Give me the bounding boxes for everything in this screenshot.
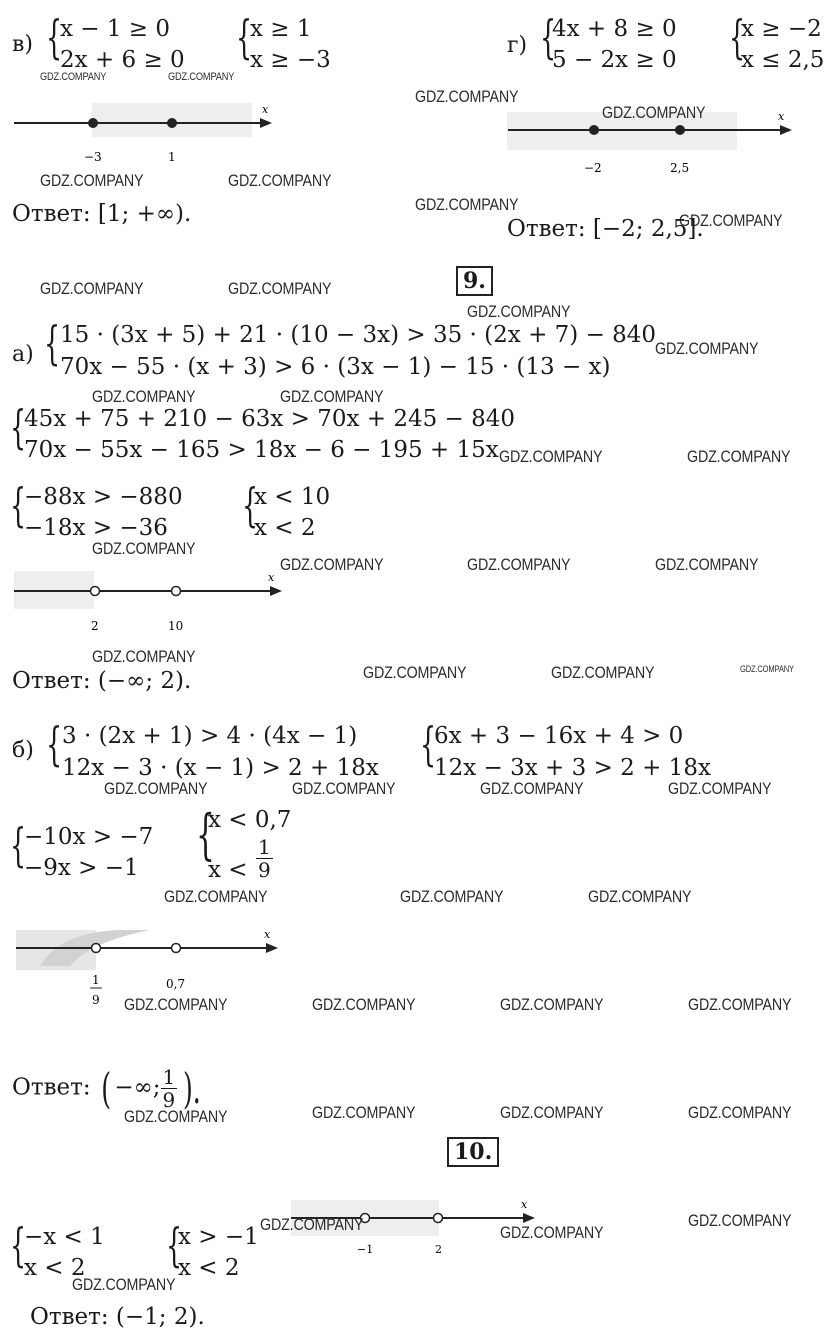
solved-9b-line2: x <	[208, 857, 248, 883]
number-line-8v	[0, 95, 290, 170]
watermark: GDZ.COMPANY	[602, 103, 706, 122]
answer-8v: Ответ: [1; +∞).	[12, 201, 192, 227]
fraction-denominator: 9	[258, 858, 271, 882]
answer-9b-open-paren: (	[101, 1063, 112, 1113]
watermark: GDZ.COMPANY	[500, 995, 604, 1014]
watermark: GDZ.COMPANY	[588, 887, 692, 906]
system-8g-line1: 4x + 8 ≥ 0	[552, 16, 677, 42]
watermark: GDZ.COMPANY	[92, 539, 196, 558]
watermark: GDZ.COMPANY	[688, 995, 792, 1014]
watermark: GDZ.COMPANY	[688, 1103, 792, 1122]
solved-9a-line1: x < 10	[254, 484, 331, 510]
watermark: GDZ.COMPANY	[40, 71, 107, 83]
watermark: GDZ.COMPANY	[655, 555, 759, 574]
axis-var-8g: x	[778, 110, 785, 123]
step1-9b-line1: 6x + 3 − 16x + 4 > 0	[434, 723, 684, 749]
tick-label-9b-den: 9	[92, 993, 100, 1007]
watermark: GDZ.COMPANY	[400, 887, 504, 906]
step1-9a-line1: 45x + 75 + 210 − 63x > 70x + 245 − 840	[24, 406, 516, 432]
system-9b-line1: 3 · (2x + 1) > 4 · (4x − 1)	[62, 723, 358, 749]
tick-label-9b-num: 1	[92, 973, 100, 987]
watermark: GDZ.COMPANY	[104, 779, 208, 798]
solved-10-line1: x > −1	[178, 1224, 259, 1250]
watermark: GDZ.COMPANY	[668, 779, 772, 798]
axis-var-9a: x	[268, 571, 275, 584]
tick-label-9b-b: 0,7	[166, 977, 186, 991]
watermark: GDZ.COMPANY	[500, 1103, 604, 1122]
watermark: GDZ.COMPANY	[312, 995, 416, 1014]
watermark: GDZ.COMPANY	[687, 447, 791, 466]
tick-label-8g-b: 2,5	[670, 161, 690, 175]
answer-9b-close-paren: ).	[183, 1063, 202, 1113]
watermark: GDZ.COMPANY	[679, 211, 783, 230]
answer-9b	[12, 1063, 207, 1113]
watermark: GDZ.COMPANY	[40, 279, 144, 298]
point-open-9a-b	[172, 587, 181, 596]
tick-label-8v-b: 1	[168, 150, 176, 164]
watermark: GDZ.COMPANY	[500, 1223, 604, 1242]
point-open-10-b	[434, 1214, 443, 1223]
watermark: GDZ.COMPANY	[168, 71, 235, 83]
label-9a: а)	[12, 342, 34, 367]
axis-var-8v: x	[262, 103, 269, 116]
watermark: GDZ.COMPANY	[688, 1211, 792, 1230]
brace: {	[46, 717, 63, 771]
tick-label-8v-a: −3	[84, 150, 102, 164]
brace: {	[10, 818, 27, 872]
answer-9b-denominator: 9	[162, 1088, 176, 1112]
solved-8v-line2: x ≥ −3	[250, 47, 331, 73]
solved-9b-fraction	[256, 836, 273, 881]
label-9b: б)	[12, 738, 34, 763]
watermark: GDZ.COMPANY	[280, 555, 384, 574]
watermark: GDZ.COMPANY	[228, 279, 332, 298]
system-9a-line1: 15 · (3x + 5) + 21 · (10 − 3x) > 35 · (2x + 7) − 840	[60, 322, 657, 348]
point-filled-8v-a	[88, 118, 98, 128]
watermark: GDZ.COMPANY	[124, 1107, 228, 1126]
brace: {	[10, 1218, 27, 1272]
watermark: GDZ.COMPANY	[467, 555, 571, 574]
answer-9b-prefix: Ответ:	[12, 1074, 91, 1101]
watermark: GDZ.COMPANY	[312, 1103, 416, 1122]
watermark: GDZ.COMPANY	[415, 87, 519, 106]
brace: {	[10, 400, 27, 454]
watermark: GDZ.COMPANY	[260, 1215, 364, 1234]
brace: {	[236, 10, 253, 64]
brace: {	[44, 316, 61, 370]
brace: {	[540, 10, 557, 64]
fraction-numerator: 1	[258, 835, 271, 859]
answer-9b-inf: −∞;	[114, 1074, 161, 1101]
step2-9a-line2: −18x > −36	[24, 515, 168, 541]
watermark: GDZ.COMPANY	[480, 779, 584, 798]
step1-9b-line2: 12x − 3x + 3 > 2 + 18x	[434, 755, 711, 781]
tick-label-8g-a: −2	[584, 161, 602, 175]
brace: {	[166, 1218, 183, 1272]
watermark: GDZ.COMPANY	[92, 647, 196, 666]
solved-9a-line2: x < 2	[254, 515, 316, 541]
system-8v-line1: x − 1 ≥ 0	[60, 16, 171, 42]
watermark: GDZ.COMPANY	[228, 171, 332, 190]
system-8g-line2: 5 − 2x ≥ 0	[552, 47, 677, 73]
axis-var-10: x	[521, 1198, 528, 1211]
step2-9b-line1: −10x > −7	[24, 824, 154, 850]
step2-9b-line2: −9x > −1	[24, 855, 139, 881]
answer-9b-numerator: 1	[162, 1065, 176, 1089]
number-line-9a	[0, 565, 300, 640]
step-10-line1: −x < 1	[24, 1224, 105, 1250]
point-open-9a-a	[91, 587, 100, 596]
point-filled-8g-a	[589, 125, 599, 135]
solved-9b-line1: x < 0,7	[208, 807, 292, 833]
watermark: GDZ.COMPANY	[92, 387, 196, 406]
system-9a-line2: 70x − 55 · (x + 3) > 6 · (3x − 1) − 15 · (13 − x)	[60, 354, 611, 380]
answer-9a: Ответ: (−∞; 2).	[12, 668, 192, 694]
watermark: GDZ.COMPANY	[467, 302, 571, 321]
point-open-9b-b	[172, 944, 181, 953]
axis-var-9b: x	[264, 928, 271, 941]
solved-8g-line1: x ≥ −2	[741, 16, 822, 42]
watermark: GDZ.COMPANY	[72, 1275, 176, 1294]
tick-label-10-a: −1	[357, 1243, 374, 1256]
point-filled-8g-b	[675, 125, 685, 135]
brace: {	[420, 717, 437, 771]
system-8v-line2: 2x + 6 ≥ 0	[60, 47, 185, 73]
brace: {	[729, 10, 746, 64]
problem-number-9: 9.	[456, 266, 493, 296]
watermark: GDZ.COMPANY	[499, 447, 603, 466]
watermark: GDZ.COMPANY	[292, 779, 396, 798]
problem-number-10: 10.	[447, 1137, 499, 1167]
brace: {	[46, 10, 63, 64]
solved-8g-line2: x ≤ 2,5	[741, 47, 825, 73]
brace: {	[196, 803, 215, 866]
brace: {	[10, 478, 27, 532]
watermark: GDZ.COMPANY	[124, 995, 228, 1014]
answer-8g: Ответ: [−2; 2,5].	[507, 216, 704, 242]
watermark: GDZ.COMPANY	[740, 664, 794, 674]
watermark: GDZ.COMPANY	[415, 195, 519, 214]
tick-label-9a-a: 2	[91, 619, 99, 633]
watermark: GDZ.COMPANY	[280, 387, 384, 406]
answer-10: Ответ: (−1; 2).	[30, 1304, 205, 1330]
step1-9a-line2: 70x − 55x − 165 > 18x − 6 − 195 + 15x	[24, 437, 499, 463]
watermark: GDZ.COMPANY	[40, 171, 144, 190]
label-8g: г)	[507, 33, 528, 58]
label-8v: в)	[12, 32, 33, 57]
step2-9a-line1: −88x > −880	[24, 484, 183, 510]
step-10-line2: x < 2	[24, 1255, 86, 1281]
solved-8v-line1: x ≥ 1	[250, 16, 312, 42]
point-open-9b-a	[92, 944, 101, 953]
watermark: GDZ.COMPANY	[551, 663, 655, 682]
tick-label-9a-b: 10	[168, 619, 184, 633]
solved-10-line2: x < 2	[178, 1255, 240, 1281]
system-9b-line2: 12x − 3 · (x − 1) > 2 + 18x	[62, 755, 379, 781]
tick-label-10-b: 2	[435, 1243, 442, 1256]
watermark: GDZ.COMPANY	[363, 663, 467, 682]
point-filled-8v-b	[167, 118, 177, 128]
watermark: GDZ.COMPANY	[655, 339, 759, 358]
watermark: GDZ.COMPANY	[164, 887, 268, 906]
brace: {	[242, 478, 259, 532]
